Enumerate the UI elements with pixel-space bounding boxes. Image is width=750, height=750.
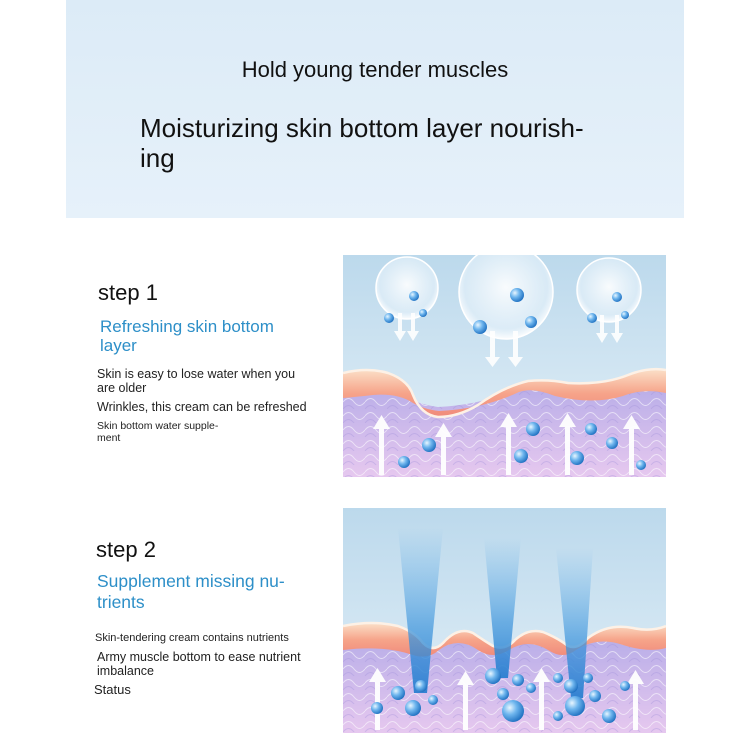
step2-note1: Skin-tendering cream contains nutrients [95, 632, 289, 644]
step1-note1-line1: Skin is easy to lose water when you [97, 367, 296, 381]
hero-banner [66, 0, 684, 218]
water-bubble-icon [577, 258, 641, 322]
step1-heading-line2: layer [100, 336, 137, 355]
step2-note2 [97, 651, 301, 678]
step2-heading-line2: trients [97, 592, 145, 612]
step2-note2-line1: Army muscle bottom to ease nutrient [97, 650, 301, 664]
step1-note1-line2: are older [97, 380, 147, 395]
step1-heading [100, 317, 274, 355]
water-bubble-icon [376, 257, 438, 319]
step1-note1 [97, 368, 295, 395]
banner-subtitle-line2: ing [140, 143, 175, 173]
step2-heading-line1: Supplement missing nu- [97, 571, 285, 591]
step2-label: step 2 [96, 537, 156, 562]
step2-note2-line2: imbalance [97, 663, 154, 678]
step2-heading [97, 571, 285, 613]
step1-heading-line1: Refreshing skin bottom [100, 317, 274, 336]
step1-note2: Wrinkles, this cream can be refreshed [97, 400, 307, 414]
step1-note3-line1: Skin bottom water supple- [97, 420, 219, 432]
banner-title: Hold young tender muscles [241, 57, 509, 82]
step2-skin-illustration [343, 508, 666, 733]
banner-subtitle [140, 113, 620, 173]
step2-note3: Status [94, 682, 131, 697]
step1-label: step 1 [98, 280, 158, 305]
step1-note3-line2: ment [97, 432, 121, 444]
step1-skin-illustration [343, 255, 666, 477]
banner-subtitle-line1: Moisturizing skin bottom layer nourish- [140, 113, 584, 143]
step1-note3 [97, 420, 218, 444]
